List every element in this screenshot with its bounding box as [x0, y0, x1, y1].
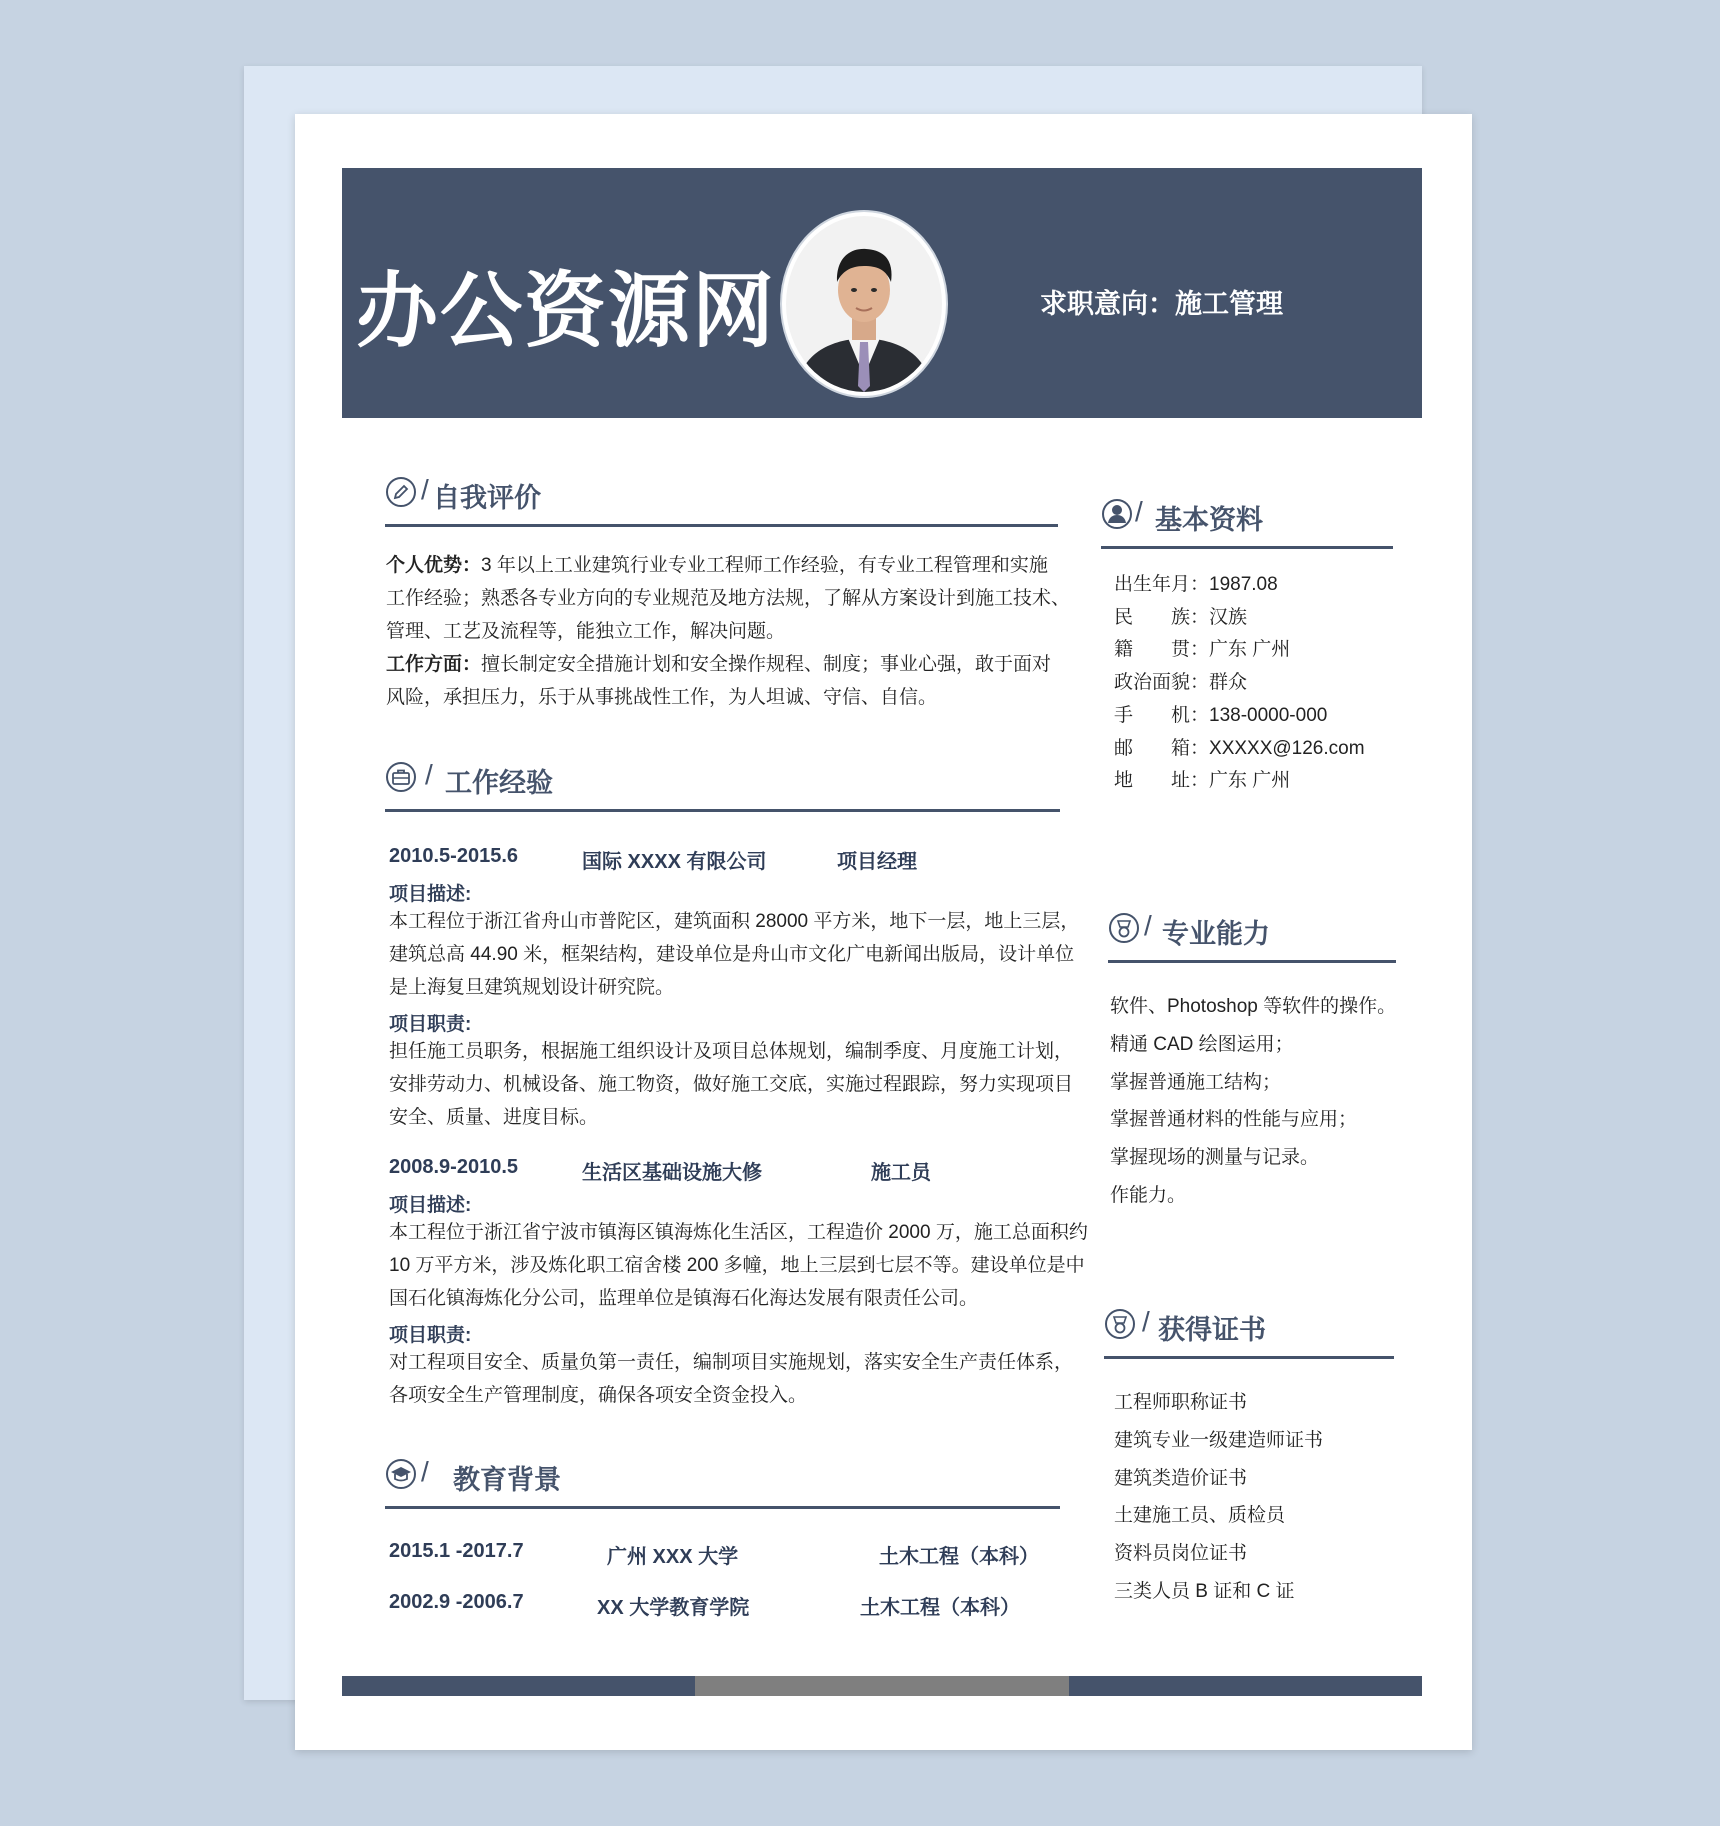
skill-item: 掌握普通施工结构；	[1110, 1071, 1282, 1093]
text-line: 本工程位于浙江省宁波市镇海区镇海炼化生活区，工程造价 2000 万，施工总面积约	[389, 1222, 1088, 1243]
skills-list	[1110, 988, 1396, 1215]
self-eval-p2-line2: 风险，承担压力，乐于从事挑战性工作，为人坦诚、守信、自信。	[386, 687, 938, 708]
job-1-description	[389, 905, 1089, 1004]
section-title: 工作经验	[445, 768, 553, 798]
section-self-eval-header	[385, 474, 1058, 527]
info-ethnicity: 民 族：汉族	[1114, 606, 1248, 628]
job-2-role: 施工员	[871, 1162, 931, 1184]
graduation-cap-icon	[385, 1458, 417, 1490]
section-education-header	[385, 1456, 1060, 1509]
self-eval-p1-line2: 工作经验；熟悉各专业方向的专业规范及地方法规，了解从方案设计到施工技术、	[386, 588, 1071, 609]
briefcase-icon	[385, 761, 417, 793]
text-line: 安排劳动力、机械设备、施工物资，做好施工交底，实施过程跟踪，努力实现项目	[389, 1074, 1074, 1095]
edu-1-school: 广州 XXX 大学	[607, 1546, 739, 1568]
medal-icon	[1104, 1308, 1136, 1340]
info-birth: 出生年月：1987.08	[1114, 574, 1278, 595]
footer-bar	[342, 1676, 1422, 1696]
text-line: 建筑总高 44.90 米，框架结构，建设单位是舟山市文化广电新闻出版局，设计单位	[389, 944, 1075, 965]
job-1-company: 国际 XXXX 有限公司	[582, 851, 767, 873]
certs-list	[1114, 1384, 1323, 1611]
section-title: 获得证书	[1158, 1315, 1266, 1345]
self-eval-p1-line3: 管理、工艺及流程等，能独立工作，解决问题。	[386, 621, 786, 642]
job-1-desc-label: 项目描述:	[389, 884, 472, 905]
basic-info-list	[1114, 569, 1365, 798]
section-title: 基本资料	[1155, 505, 1263, 535]
self-eval-p1-line1: 个人优势：3 年以上工业建筑行业专业工程师工作经验，有专业工程管理和实施	[386, 555, 1048, 576]
info-address: 地 址：广东 广州	[1114, 770, 1291, 792]
skill-item: 掌握普通材料的性能与应用；	[1110, 1109, 1358, 1131]
section-skills-header	[1108, 910, 1396, 963]
skill-item: 精通 CAD 绘图运用；	[1110, 1033, 1294, 1055]
job-1-duties	[389, 1035, 1089, 1134]
slash-divider: /	[425, 759, 433, 790]
slash-divider: /	[421, 474, 429, 505]
job-2-duty-label: 项目职责:	[389, 1325, 472, 1346]
slash-divider: /	[421, 1456, 429, 1487]
footer-bar-accent	[695, 1676, 1069, 1696]
cert-item: 土建施工员、质检员	[1114, 1505, 1286, 1527]
job-2-description	[389, 1216, 1089, 1315]
section-title: 专业能力	[1162, 919, 1270, 949]
job-1-role: 项目经理	[837, 851, 917, 873]
job-1-period: 2010.5-2015.6	[389, 845, 519, 867]
pencil-icon	[385, 476, 417, 508]
badge-icon	[1108, 912, 1140, 944]
cert-item: 工程师职称证书	[1114, 1392, 1248, 1413]
job-2-company: 生活区基础设施大修	[582, 1162, 762, 1184]
slash-divider: /	[1144, 910, 1152, 941]
text-line: 是上海复旦建筑规划设计研究院。	[389, 977, 675, 998]
info-hometown: 籍 贯：广东 广州	[1114, 639, 1291, 661]
slash-divider: /	[1142, 1306, 1150, 1337]
cert-item: 资料员岗位证书	[1114, 1543, 1248, 1565]
self-eval-text	[386, 549, 1086, 714]
text-line: 国石化镇海炼化分公司，监理单位是镇海石化海达发展有限责任公司。	[389, 1288, 979, 1309]
job-2-desc-label: 项目描述:	[389, 1195, 472, 1216]
cert-item: 建筑专业一级建造师证书	[1114, 1429, 1324, 1451]
slash-divider: /	[1135, 496, 1143, 527]
info-email: 邮 箱：XXXXX@126.com	[1114, 737, 1365, 759]
edu-1-major: 土木工程（本科）	[879, 1546, 1039, 1568]
job-1-duty-label: 项目职责:	[389, 1014, 472, 1035]
info-political: 政治面貌：群众	[1114, 672, 1248, 694]
cert-item: 建筑类造价证书	[1114, 1467, 1248, 1489]
job-objective: 求职意向：施工管理	[1040, 289, 1283, 319]
text-line: 担任施工员职务，根据施工组织设计及项目总体规划，编制季度、月度施工计划，	[389, 1041, 1074, 1062]
job-2-duties	[389, 1346, 1089, 1412]
job-2-period: 2008.9-2010.5	[389, 1156, 519, 1178]
text-line: 本工程位于浙江省舟山市普陀区，建筑面积 28000 平方米，地下一层，地上三层，	[389, 911, 1080, 932]
skill-item: 掌握现场的测量与记录。	[1110, 1147, 1320, 1169]
edu-1-period: 2015.1 -2017.7	[389, 1540, 524, 1562]
info-phone: 手 机：138-0000-000	[1114, 704, 1328, 726]
edu-2-major: 土木工程（本科）	[860, 1597, 1020, 1619]
section-basic-header	[1101, 496, 1393, 549]
portrait-image	[786, 216, 942, 392]
skill-item: 软件、Photoshop 等软件的操作。	[1110, 996, 1397, 1017]
text-line: 各项安全生产管理制度，确保各项安全资金投入。	[389, 1385, 808, 1406]
section-certs-header	[1104, 1306, 1394, 1359]
text-line: 10 万平方米，涉及炼化职工宿舍楼 200 多幢，地上三层到七层不等。建设单位是中	[389, 1255, 1085, 1276]
skill-item: 作能力。	[1110, 1184, 1187, 1206]
header-banner	[342, 168, 1422, 418]
text-line: 安全、质量、进度目标。	[389, 1107, 599, 1128]
self-eval-p2-line1: 工作方面：擅长制定安全措施计划和安全操作规程、制度；事业心强，敢于面对	[386, 654, 1052, 675]
section-work-header	[385, 759, 1060, 812]
edu-2-school: XX 大学教育学院	[597, 1597, 750, 1619]
edu-2-period: 2002.9 -2006.7	[389, 1591, 524, 1613]
cert-item: 三类人员 B 证和 C 证	[1114, 1580, 1295, 1602]
section-title: 自我评价	[433, 483, 541, 513]
section-title: 教育背景	[453, 1465, 561, 1495]
brand-title: 办公资源网	[356, 266, 777, 357]
profile-photo	[782, 212, 946, 396]
user-icon	[1101, 498, 1133, 530]
text-line: 对工程项目安全、质量负第一责任，编制项目实施规划，落实安全生产责任体系，	[389, 1352, 1074, 1373]
